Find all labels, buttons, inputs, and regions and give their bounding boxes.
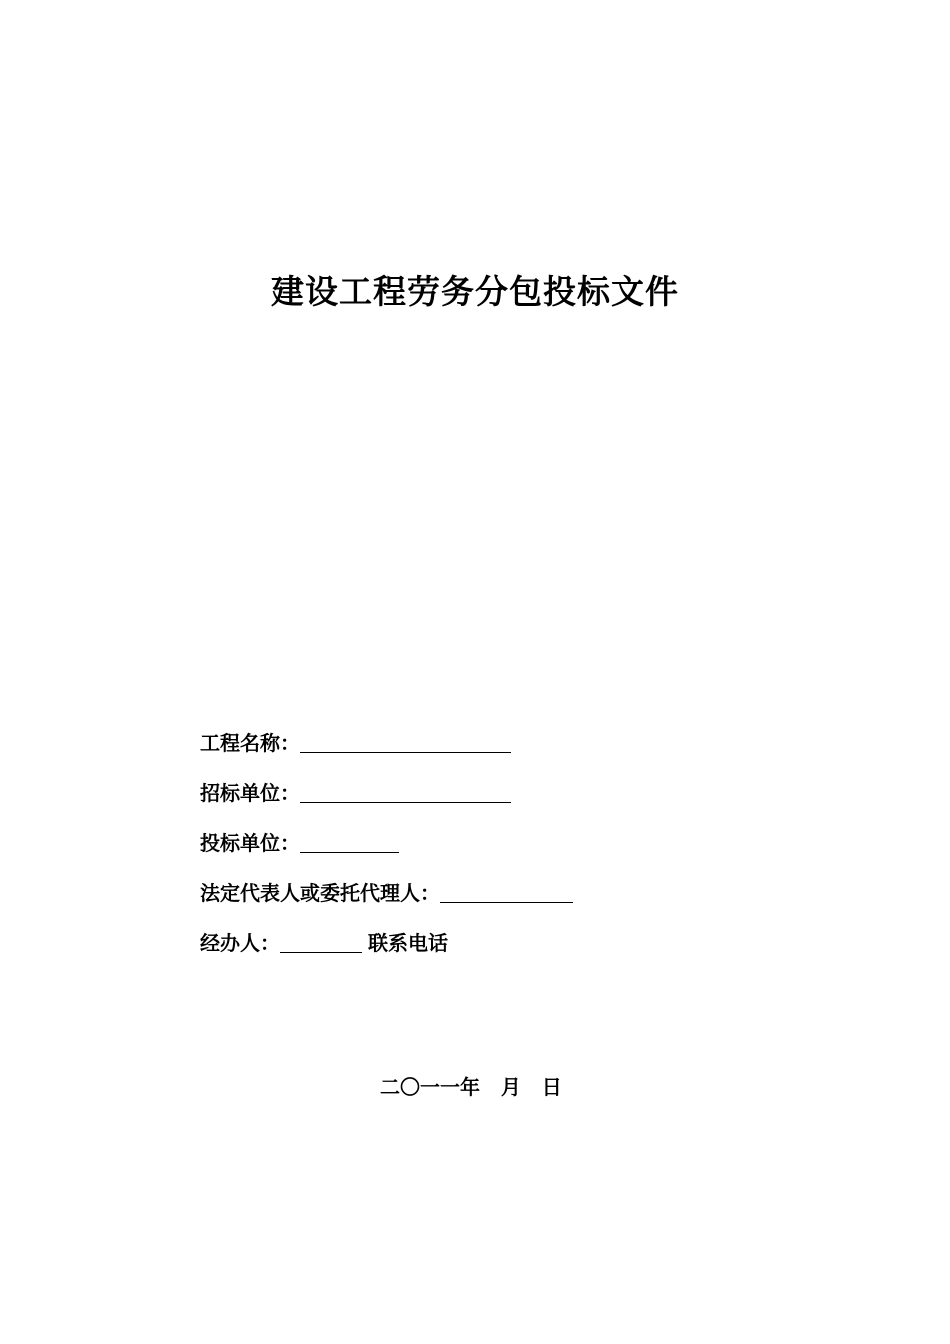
document-title: 建设工程劳务分包投标文件 [271, 272, 679, 311]
bidding-unit-blank[interactable] [300, 830, 399, 853]
document-date: 二〇一一年 月 日 [380, 1075, 562, 1099]
field-bidding-unit [200, 826, 399, 856]
contact-phone-label: 联系电话 [368, 931, 448, 955]
field-label: 招标单位： [200, 781, 300, 805]
field-label: 工程名称： [200, 731, 300, 755]
field-tendering-unit [200, 776, 511, 806]
field-label: 投标单位： [200, 831, 300, 855]
legal-representative-blank[interactable] [440, 880, 573, 903]
field-handler [200, 926, 448, 956]
field-label: 法定代表人或委托代理人： [200, 881, 440, 905]
field-legal-representative [200, 876, 573, 906]
field-project-name [200, 726, 511, 756]
project-name-blank[interactable] [300, 730, 511, 753]
handler-blank[interactable] [280, 930, 362, 953]
field-label: 经办人： [200, 931, 280, 955]
tendering-unit-blank[interactable] [300, 780, 511, 803]
